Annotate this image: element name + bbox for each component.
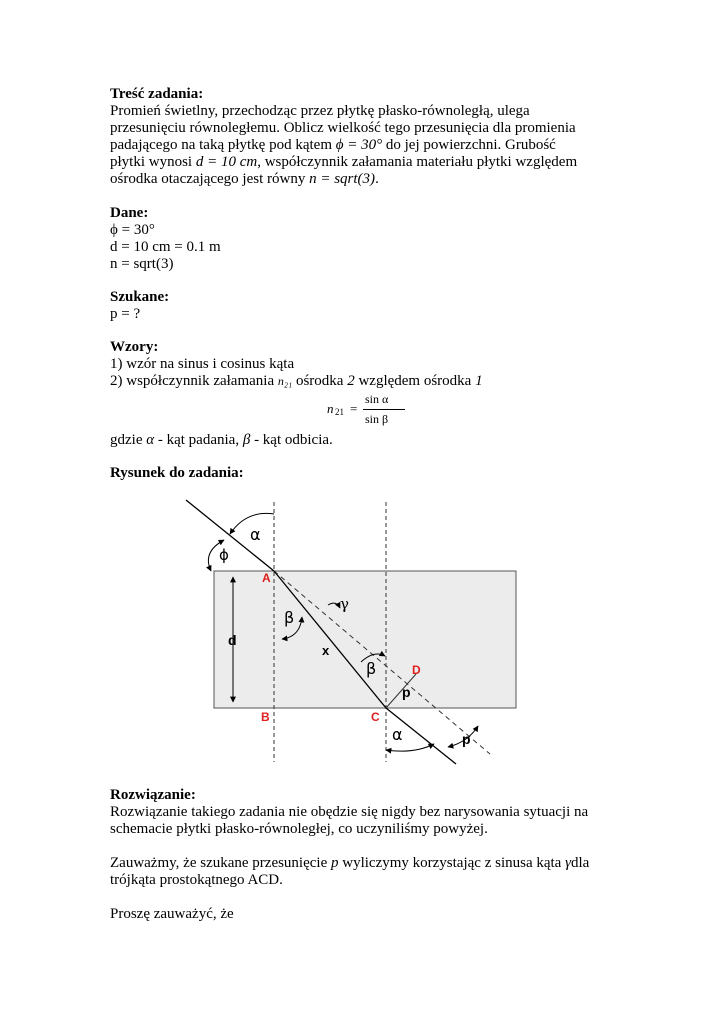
- task-line-5-a: ośrodka otaczającego jest równy: [110, 171, 310, 187]
- sought-p: p = ?: [110, 306, 141, 322]
- figure-section: [110, 465, 630, 482]
- formula-item-2-medium1: 1: [475, 373, 483, 389]
- task-line-3-b: do jej powierzchni. Grubość: [382, 137, 556, 153]
- label-point-b: B: [261, 710, 270, 724]
- formula-item-2-n21: n₂₁: [277, 374, 293, 388]
- label-point-a: A: [262, 571, 271, 585]
- formula-item-2-a: 2) współczynnik załamania: [110, 373, 278, 389]
- where-b: - kąt padania,: [154, 432, 243, 448]
- where-beta: β: [242, 432, 251, 448]
- given-d: d = 10 cm = 0.1 m: [110, 239, 221, 255]
- solution-p-symbol: p: [331, 855, 339, 871]
- task-heading: Treść zadania:: [110, 86, 204, 102]
- plate-diagram: [178, 492, 548, 776]
- where-a: gdzie: [110, 432, 147, 448]
- label-x: x: [322, 643, 330, 658]
- solution-section: [110, 787, 630, 923]
- sought-heading: Szukane:: [110, 289, 170, 305]
- solution-line-3-a: Zauważmy, że szukane przesunięcie: [110, 855, 331, 871]
- angle-arc-alpha-bottom: [386, 744, 434, 751]
- formula-fraction-bar: [363, 409, 405, 410]
- solution-gamma-symbol: γ: [565, 855, 572, 871]
- label-point-d: D: [412, 663, 421, 677]
- given-heading: Dane:: [110, 205, 149, 221]
- sought-section: [110, 289, 630, 323]
- task-n-value: n = sqrt(3): [309, 171, 376, 187]
- solution-line-3-b: wyliczymy korzystając z sinusa kąta: [338, 855, 566, 871]
- task-line-1: Promień świetlny, przechodząc przez płytkę płasko-równoległą, ulega: [110, 103, 530, 119]
- task-phi-value: ϕ = 30°: [335, 137, 383, 153]
- task-line-4-b: , współczynnik załamania materiału płytki względem: [257, 154, 578, 170]
- solution-heading: Rozwiązanie:: [110, 787, 196, 803]
- label-point-c: C: [371, 710, 380, 724]
- solution-line-2: schemacie płytki płasko-równoległej, co uczyniliśmy powyżej.: [110, 821, 488, 837]
- given-n: n = sqrt(3): [110, 256, 174, 272]
- label-p-inner: p: [402, 684, 411, 700]
- given-section: [110, 205, 630, 273]
- label-gamma: γ: [340, 595, 349, 613]
- formulas-heading: Wzory:: [110, 339, 159, 355]
- solution-line-4: trójkąta prostokątnego ACD.: [110, 872, 283, 888]
- where-line: [110, 432, 630, 449]
- task-section: [110, 86, 630, 188]
- solution-line-5: Proszę zauważyć, że: [110, 906, 234, 922]
- task-line-5-b: .: [375, 171, 379, 187]
- where-alpha: α: [146, 432, 155, 448]
- formula-item-1: 1) wzór na sinus i cosinus kąta: [110, 356, 295, 372]
- solution-line-3-c: dla: [571, 855, 590, 871]
- task-line-3: [110, 137, 630, 154]
- label-alpha-top: α: [250, 525, 261, 544]
- label-p-outer: p: [462, 731, 471, 747]
- solution-line-3: [110, 855, 630, 872]
- label-beta-1: β: [284, 608, 295, 627]
- formula-item-2-d: względem ośrodka: [354, 373, 476, 389]
- task-line-3-a: padającego na taką płytkę pod kątem: [110, 137, 336, 153]
- formula-denominator: sin β: [365, 412, 389, 426]
- task-line-4-a: płytki wynosi: [110, 154, 196, 170]
- formula-subscript: 21: [335, 407, 344, 417]
- where-c: - kąt odbicia.: [250, 432, 333, 448]
- label-alpha-bottom: α: [392, 725, 403, 744]
- task-d-value: d = 10 cm: [195, 154, 258, 170]
- plate-rect: [214, 571, 516, 708]
- formula-numerator: sin α: [365, 392, 389, 406]
- formulas-section: [110, 339, 630, 390]
- formula-item-2-medium2: 2: [347, 373, 355, 389]
- given-phi: ϕ = 30°: [110, 222, 155, 238]
- label-phi: ϕ: [219, 546, 229, 564]
- task-line-5: [110, 171, 630, 188]
- task-line-4: [110, 154, 630, 171]
- formula-equals: =: [350, 401, 358, 416]
- label-beta-2: β: [366, 659, 377, 678]
- where-note: [110, 432, 630, 449]
- figure-heading: Rysunek do zadania:: [110, 465, 244, 481]
- formula-item-2: [110, 373, 630, 390]
- label-d: d: [228, 632, 237, 648]
- formula-lhs: n: [327, 401, 334, 416]
- task-line-2: przesunięciu równoległemu. Oblicz wielkość tego przesunięcia dla promienia: [110, 120, 576, 136]
- formula-item-2-b: ośrodka: [292, 373, 348, 389]
- refraction-formula: [327, 392, 417, 428]
- incident-ray: [186, 500, 274, 571]
- solution-line-1: Rozwiązanie takiego zadania nie obędzie się nigdy bez narysowania sytuacji na: [110, 804, 589, 820]
